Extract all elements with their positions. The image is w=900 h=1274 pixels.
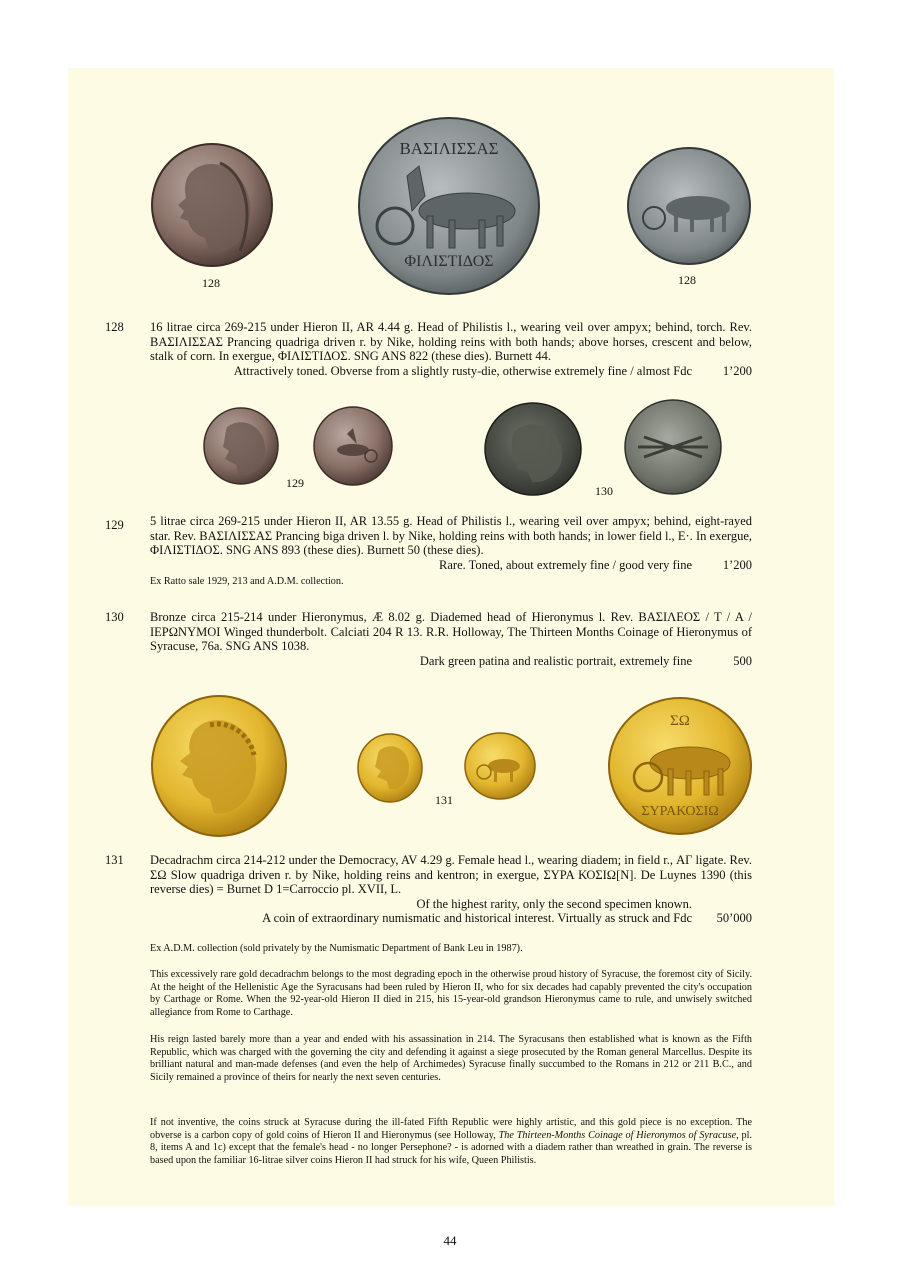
coin-128-legend-bottom: ΦΙΛΙΣΤΙΔΟΣ <box>404 253 494 270</box>
coin-label-130: 130 <box>595 484 613 498</box>
lot-129-provenance: Ex Ratto sale 1929, 213 and A.D.M. collection. <box>150 576 344 587</box>
coin-131-obverse-small <box>357 733 423 803</box>
lot-128-estimate: 1’200 <box>722 363 752 378</box>
lot-128-condition: Attractively toned. Obverse from a slightly rusty-die, otherwise extremely fine / almost Fdc <box>233 363 692 378</box>
coin-131-reverse-small <box>464 732 536 800</box>
coin-128-legend-top: ΒΑΣΙΛΙΣΣΑΣ <box>399 139 499 158</box>
lot-131-description: Decadrachm circa 214-212 under the Democracy, AV 4.29 g. Female head l., wearing diadem; in field r., ΑΓ ligate. Rev. ΣΩ Slow quadriga driven r. by Nike, holding reins and kentron; in exergue, ΣΥΡΑ ΚΟΣΙΩ[Ν]. De Luynes 1390 (this reverse dies) = Burnet D 1=Carroccio pl. XVII, L. <box>150 853 752 897</box>
page-number: 44 <box>443 1233 457 1248</box>
lot-131-condition-rarity: Of the highest rarity, only the second specimen known. <box>416 896 692 911</box>
lot-129-estimate: 1’200 <box>722 557 752 572</box>
lot-128-description: 16 litrae circa 269-215 under Hieron II, AR 4.44 g. Head of Philistis l., wearing veil over ampyx; behind, torch. Rev. ΒΑΣΙΛΙΣΣΑΣ Prancing quadriga driven r. by Nike, holding reins with both hands; above horses, crescent and below, stalk of corn. In exergue, ΦΙΛΙΣΤΙΔΟΣ. SNG ANS 822 (these dies). Burnett 44. <box>150 320 752 364</box>
lot-130-entry <box>150 610 752 668</box>
coin-130-reverse <box>624 399 722 495</box>
coin-130-obverse <box>484 402 582 496</box>
coin-128-reverse-small <box>626 146 752 266</box>
lot-number-131: 131 <box>105 853 124 867</box>
lot-131-paragraph-3: If not inventive, the coins struck at Syracuse during the ill-fated Fifth Republic were highly artistic, and this gold piece is no exception. The obverse is a carbon copy of gold coins of Hieron II and Hieronymus (see Holloway, The Thirteen-Months Coinage of Hieronymos of Syracuse, pl. 8, items A and 1c) except that the female's head - no longer Persephone? - is adorned with a diadem rather than wreathed in grain. The reverse is based upon the familiar 16-litrae silver coins Hieron II had struck for his wife, Queen Philistis. <box>150 1117 753 1166</box>
lot-131-paragraph-2: His reign lasted barely more than a year and ended with his assassination in 214. The Syracusans then established what is known as the Fifth Republic, which was charged with the governing the city and defending it against a siege prosecuted by the Roman general Marcellus. Despite its brilliant natural and man-made defenses (and even the help of Archimedes) Syracuse finally succumbed to the Romans in 212 or 211 B.C., and Sicily remained a province of theirs for nearly the next seven centuries. <box>150 1034 752 1083</box>
coin-label-128-right: 128 <box>678 273 696 287</box>
lot-131-entry <box>150 853 752 926</box>
coin-131-reverse-large <box>608 697 752 835</box>
coin-131-legend-bottom: ΣΥΡΑΚΟΣΙΩ <box>641 804 719 819</box>
coin-label-129: 129 <box>286 476 304 490</box>
coin-129-obverse <box>203 407 279 485</box>
lot-number-130: 130 <box>105 610 124 624</box>
lot-128-entry <box>150 320 752 378</box>
coin-128-obverse <box>150 143 274 267</box>
lot-130-description: Bronze circa 215-214 under Hieronymus, Æ 8.02 g. Diademed head of Hieronymus l. Rev. ΒΑΣΙΛΕΟΣ / Τ / Α / ΙΕΡΩΝΥΜΟΙ Winged thunderbolt. Calciati 204 R 13. R.R. Holloway, The Thirteen Months Coinage of Hieronymus of Syracuse, 76a. SNG ANS 1038. <box>150 610 752 654</box>
lot-number-129: 129 <box>105 518 124 532</box>
lot-number-128: 128 <box>105 320 124 334</box>
lot-130-estimate: 500 <box>733 653 752 668</box>
book-title: The Thirteen-Months Coinage of Hieronymos of Syracuse <box>498 1129 737 1141</box>
lot-129-description: 5 litrae circa 269-215 under Hieron II, AR 13.55 g. Head of Philistis l., wearing veil over ampyx; behind, eight-rayed star. Rev. ΒΑΣΙΛΙΣΣΑΣ Prancing biga driven l. by Nike, holding reins with both hands; in lower field l., E·. In exergue, ΦΙΛΙΣΤΙΔΟΣ. SNG ANS 893 (these dies). Burnett 50 (these dies). <box>150 514 752 558</box>
coin-131-obverse-large <box>150 695 288 837</box>
coin-129-reverse <box>313 406 393 486</box>
lot-131-condition: A coin of extraordinary numismatic and historical interest. Virtually as struck and Fdc <box>262 911 692 926</box>
lot-131-estimate: 50’000 <box>716 911 752 926</box>
lot-129-condition: Rare. Toned, about extremely fine / good very fine <box>439 557 692 572</box>
lot-131-paragraph-1: This excessively rare gold decadrachm belongs to the most degrading epoch in the otherwise proud history of Syracuse, the foremost city of Sicily. At the height of the Hellenistic Age the Syracusans had been ruled by Hieron II, who for six decades had capably prevented the city's occupation by Carthage or Rome. When the 92-year-old Hieron II died in 215, his 15-year-old grandson Hieronymus came to rule, and unwisely switched allegiance from Rome to Carthage. <box>150 969 752 1018</box>
lot-131-provenance: Ex A.D.M. collection (sold privately by the Numismatic Department of Bank Leu in 1987). <box>150 943 523 954</box>
lot-130-condition: Dark green patina and realistic portrait, extremely fine <box>419 653 692 668</box>
coin-128-reverse-large <box>357 116 541 296</box>
coin-131-legend-top: ΣΩ <box>670 713 690 729</box>
coin-label-131: 131 <box>435 793 453 807</box>
coin-label-128-left: 128 <box>202 276 220 290</box>
lot-129-entry <box>150 514 752 572</box>
